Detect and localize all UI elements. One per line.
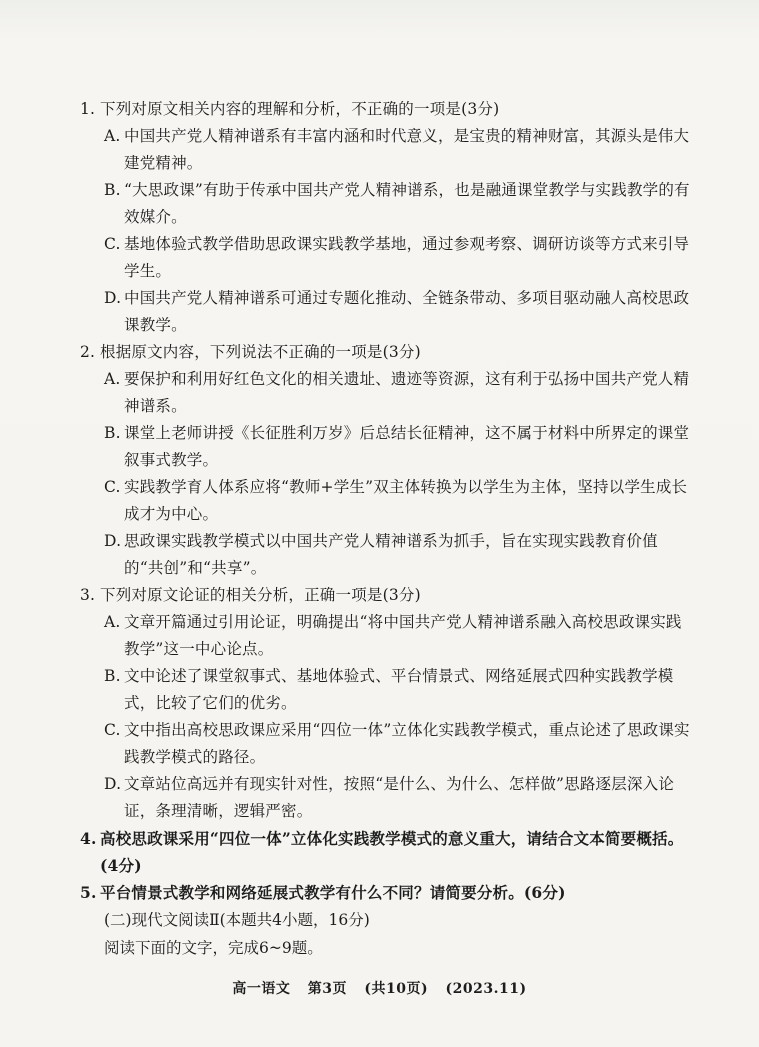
question-text: 下列对原文相关内容的理解和分析，不正确的一项是(3分): [100, 100, 500, 118]
question-3: [80, 582, 695, 825]
option-c: [80, 474, 695, 528]
question-stem: [80, 96, 695, 123]
option-d: [80, 285, 695, 339]
option-label: B.: [104, 181, 121, 199]
option-a: [80, 366, 695, 420]
question-text: 下列对原文论证的相关分析，正确一项是(3分): [100, 586, 421, 604]
section-instruction: 阅读下面的文字，完成6~9题。: [104, 939, 323, 957]
option-text: 课堂上老师讲授《长征胜利万岁》后总结长征精神，这不属于材料中所界定的课堂叙事式教学。: [124, 424, 690, 469]
page-footer: [0, 978, 759, 998]
option-label: C.: [104, 721, 121, 739]
question-number: 2.: [80, 343, 96, 361]
option-b: [80, 663, 695, 717]
option-a: [80, 609, 695, 663]
option-label: D.: [104, 289, 122, 307]
option-text: 文中指出高校思政课应采用“四位一体”立体化实践教学模式，重点论述了思政课实践教学模式的路径。: [124, 721, 690, 766]
option-text: 中国共产党人精神谱系可通过专题化推动、全链条带动、多项目驱动融人高校思政课教学。: [124, 289, 690, 334]
question-number: 1.: [80, 100, 96, 118]
option-text: 文中论述了课堂叙事式、基地体验式、平台情景式、网络延展式四种实践教学模式，比较了它们的优劣。: [124, 667, 674, 712]
option-c: [80, 231, 695, 285]
option-text: 中国共产党人精神谱系有丰富内涵和时代意义，是宝贵的精神财富，其源头是伟大建党精神。: [124, 127, 690, 172]
question-stem: [80, 339, 695, 366]
option-text: 要保护和利用好红色文化的相关遗址、遗迹等资源，这有利于弘扬中国共产党人精神谱系。: [124, 370, 690, 415]
option-label: D.: [104, 532, 122, 550]
option-text: 基地体验式教学借助思政课实践教学基地，通过参观考察、调研访谈等方式来引导学生。: [124, 235, 690, 280]
footer-date: (2023.11): [445, 981, 527, 997]
question-4: [80, 825, 695, 879]
option-label: B.: [104, 667, 121, 685]
question-stem: [80, 879, 695, 906]
option-d: [80, 528, 695, 582]
option-b: [80, 177, 695, 231]
option-label: C.: [104, 235, 121, 253]
option-d: [80, 771, 695, 825]
option-label: C.: [104, 478, 121, 496]
footer-subject: 高一语文: [232, 981, 291, 997]
option-text: 思政课实践教学模式以中国共产党人精神谱系为抓手，旨在实现实践教育价值的“共创”和“共享”。: [124, 532, 658, 577]
option-label: A.: [104, 613, 121, 631]
page-content: [80, 96, 695, 962]
option-b: [80, 420, 695, 474]
question-2: [80, 339, 695, 582]
footer-total: (共10页): [364, 981, 429, 997]
question-text: 平台情景式教学和网络延展式教学有什么不同？请简要分析。(6分): [100, 883, 566, 902]
question-stem: [80, 582, 695, 609]
question-number: 3.: [80, 586, 96, 604]
option-text: 实践教学育人体系应将“教师+学生”双主体转换为以学生为主体，坚持以学生成长成才为中心。: [124, 478, 688, 523]
option-label: D.: [104, 775, 122, 793]
option-text: “大思政课”有助于传承中国共产党人精神谱系，也是融通课堂教学与实践教学的有效媒介。: [124, 181, 690, 226]
option-label: B.: [104, 424, 121, 442]
section-heading: (二)现代文阅读Ⅱ(本题共4小题，16分): [104, 911, 370, 929]
option-label: A.: [104, 370, 121, 388]
option-text: 文章站位高远并有现实针对性，按照“是什么、为什么、怎样做”思路逐层深入论证，条理清晰，逻辑严密。: [124, 775, 675, 820]
option-a: [80, 123, 695, 177]
question-1: [80, 96, 695, 339]
option-label: A.: [104, 127, 121, 145]
option-text: 文章开篇通过引用论证，明确提出“将中国共产党人精神谱系融入高校思政课实践教学”这一中心论点。: [124, 613, 682, 658]
footer-page: 第3页: [307, 981, 348, 997]
question-5: [80, 879, 695, 906]
question-number: 5.: [80, 883, 97, 902]
question-stem: [80, 825, 695, 879]
question-text: 根据原文内容，下列说法不正确的一项是(3分): [100, 343, 421, 361]
option-c: [80, 717, 695, 771]
question-text: 高校思政课采用“四位一体”立体化实践教学模式的意义重大，请结合文本简要概括。(4分): [100, 829, 684, 875]
question-number: 4.: [80, 829, 97, 848]
